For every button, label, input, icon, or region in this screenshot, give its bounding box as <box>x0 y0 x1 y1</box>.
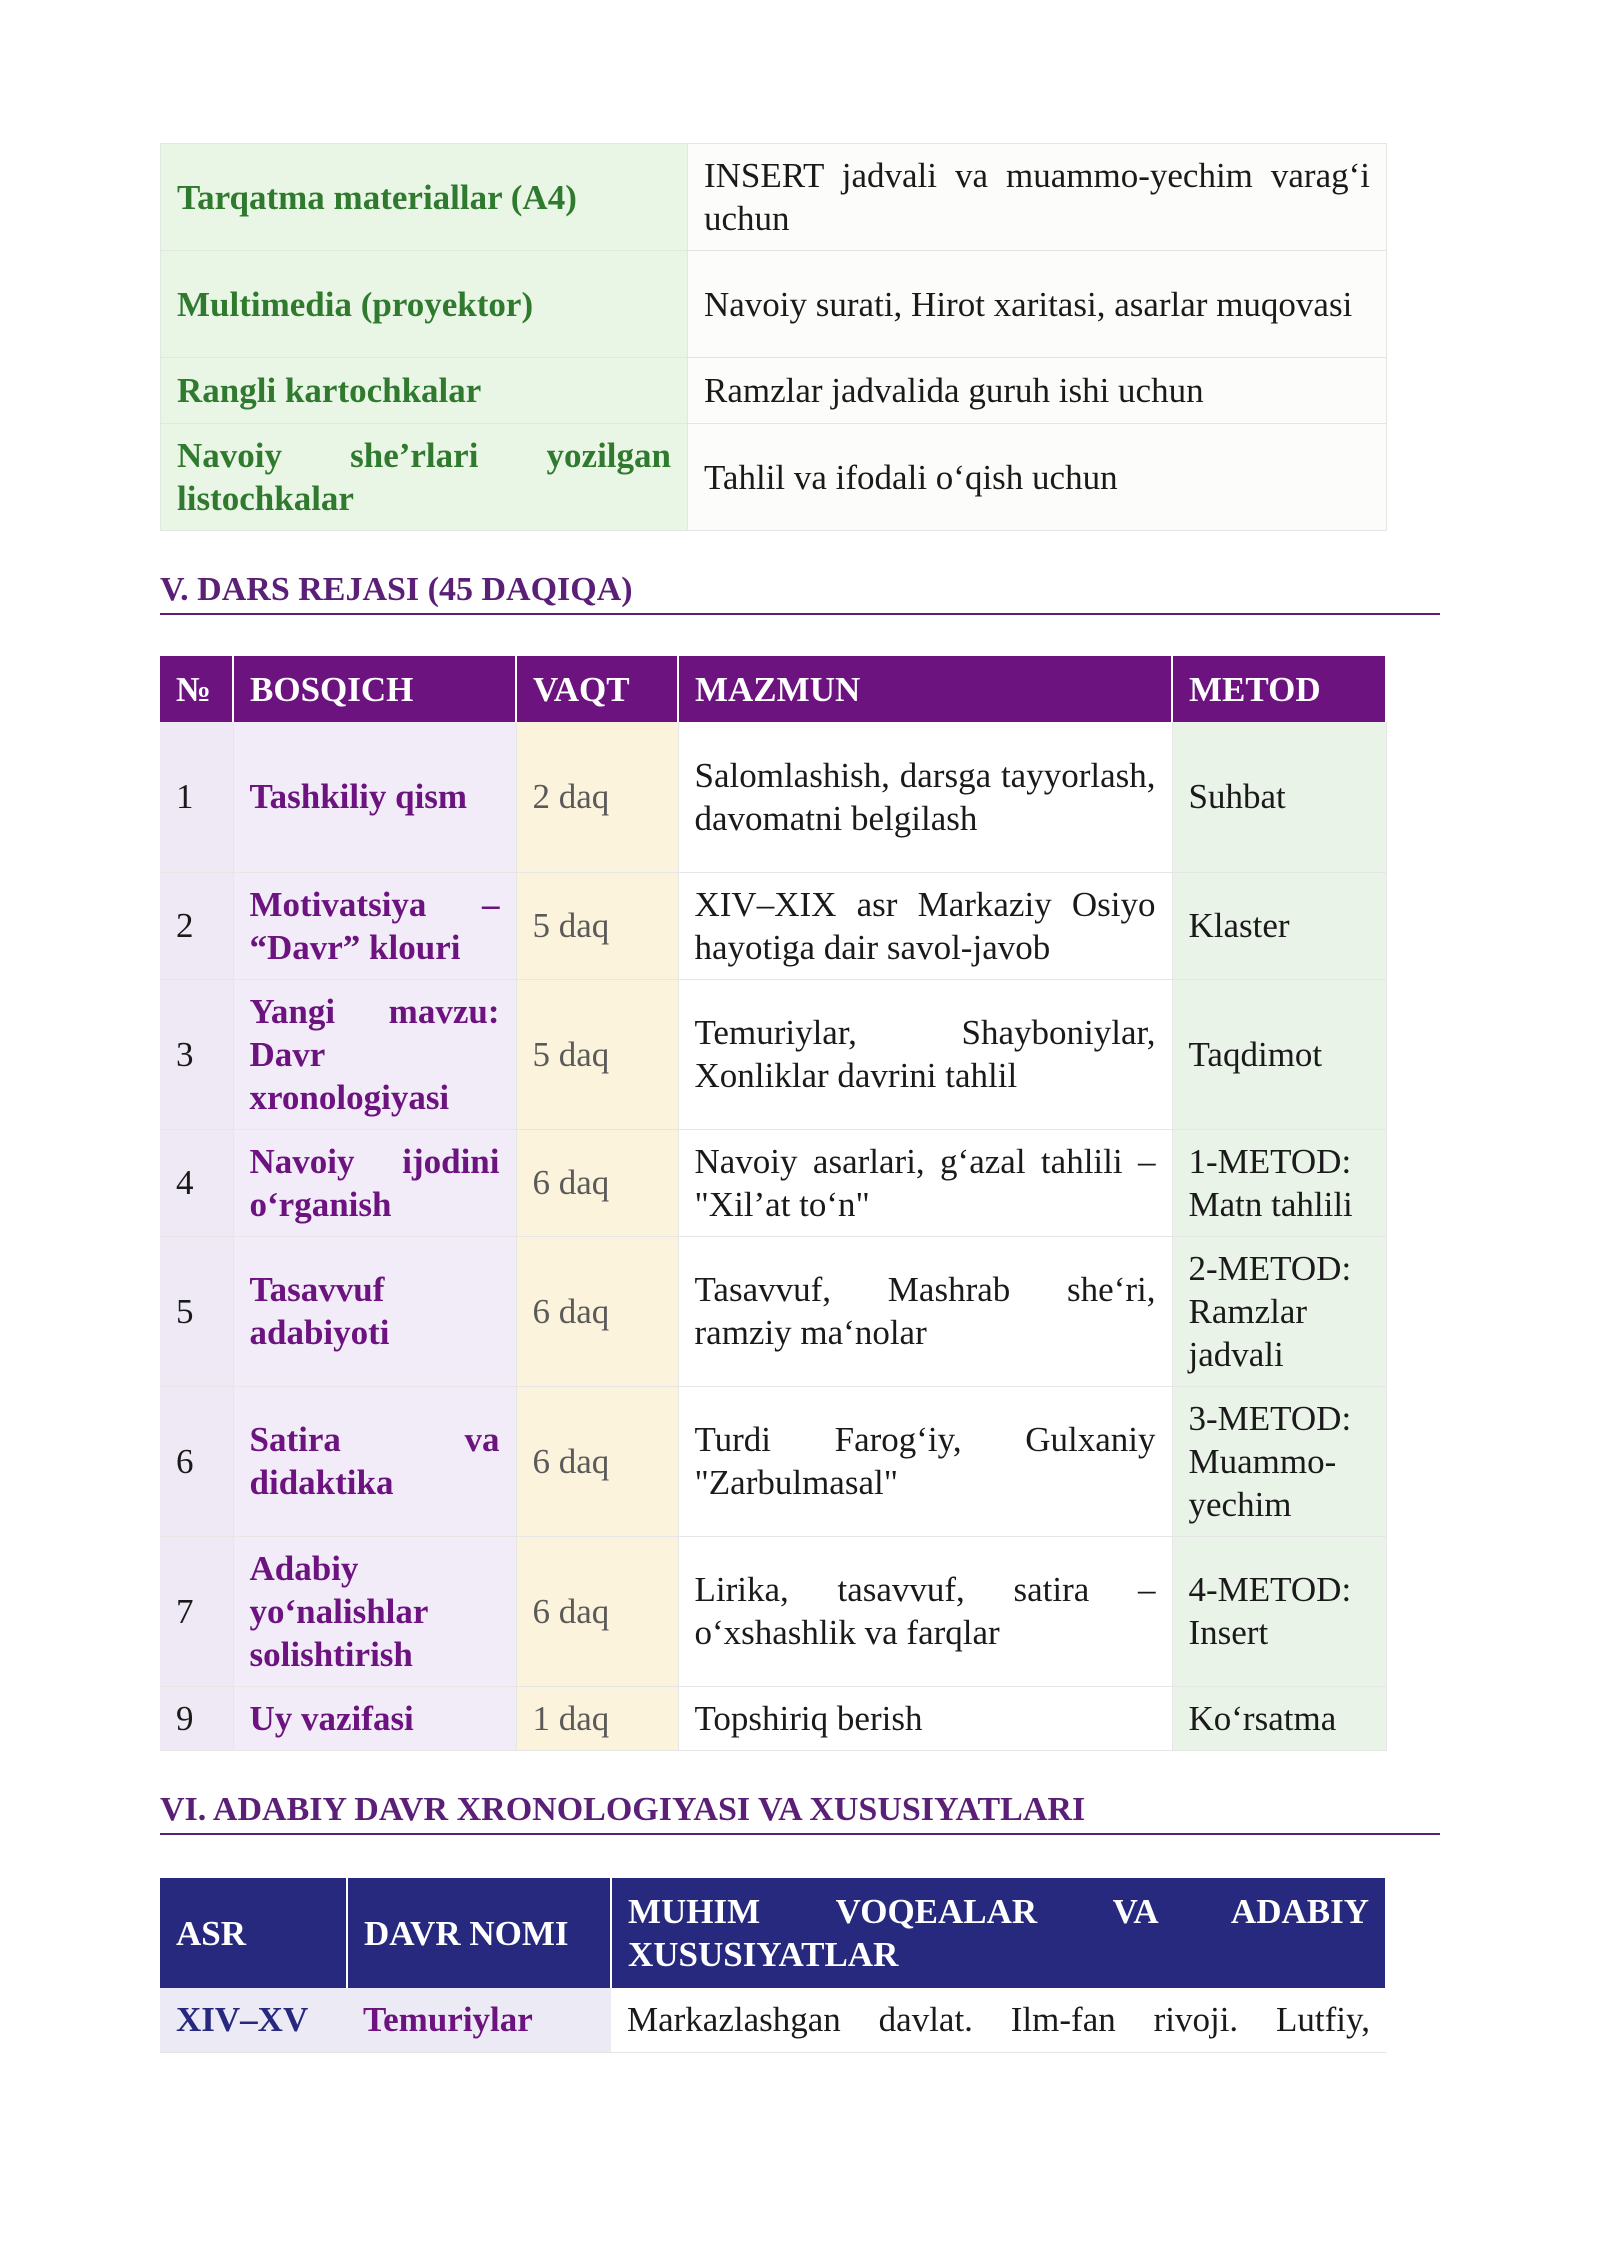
column-header-period-name: DAVR NOMI <box>347 1878 611 1988</box>
row-content: Tasavvuf, Mashrab she‘ri, ramziy ma‘nolar <box>678 1236 1172 1386</box>
row-content: Navoiy asarlari, g‘azal tahlili – "Xil’at to‘n" <box>678 1129 1172 1236</box>
table-row <box>161 424 1387 531</box>
row-period-name: Temuriylar <box>347 1988 611 2052</box>
row-content: XIV–XIX asr Markaziy Osiyo hayotiga dair savol-javob <box>678 872 1172 979</box>
row-content: Turdi Farog‘iy, Gulxaniy "Zarbulmasal" <box>678 1386 1172 1536</box>
material-description: Navoiy surati, Hirot xaritasi, asarlar muqovasi <box>688 251 1387 358</box>
row-stage: Navoiy ijodini o‘rganish <box>233 1129 516 1236</box>
row-time: 6 daq <box>516 1536 678 1686</box>
row-number: 2 <box>160 872 233 979</box>
table-row <box>161 358 1387 424</box>
row-time: 6 daq <box>516 1236 678 1386</box>
row-method: 2-METOD: Ramzlar jadvali <box>1172 1236 1386 1386</box>
row-content: Temuriylar, Shayboniylar, Xonliklar davrini tahlil <box>678 979 1172 1129</box>
table-row <box>161 144 1387 251</box>
row-stage: Satira va didaktika <box>233 1386 516 1536</box>
material-name: Multimedia (proyektor) <box>161 251 688 358</box>
row-method: Suhbat <box>1172 722 1386 872</box>
column-header-stage: BOSQICH <box>233 656 516 722</box>
material-name: Navoiy she’rlari yozilgan listochkalar <box>161 424 688 531</box>
row-stage: Tashkiliy qism <box>233 722 516 872</box>
row-stage: Adabiy yo‘nalishlar solishtirish <box>233 1536 516 1686</box>
column-header-century: ASR <box>160 1878 347 1988</box>
column-header-time: VAQT <box>516 656 678 722</box>
row-number: 6 <box>160 1386 233 1536</box>
table-row <box>160 1536 1386 1686</box>
material-name: Tarqatma materiallar (A4) <box>161 144 688 251</box>
row-number: 5 <box>160 1236 233 1386</box>
table-row <box>160 722 1386 872</box>
column-header-method: METOD <box>1172 656 1386 722</box>
material-description: Ramzlar jadvalida guruh ishi uchun <box>688 358 1387 424</box>
row-content: Salomlashish, darsga tayyorlash, davomatni belgilash <box>678 722 1172 872</box>
row-stage: Motivatsiya – “Davr” klouri <box>233 872 516 979</box>
row-number: 1 <box>160 722 233 872</box>
row-method: 4-METOD: Insert <box>1172 1536 1386 1686</box>
materials-table <box>160 143 1387 531</box>
row-time: 2 daq <box>516 722 678 872</box>
row-century: XIV–XV <box>160 1988 347 2052</box>
row-number: 7 <box>160 1536 233 1686</box>
section-title-lesson-plan: V. DARS REJASI (45 DAQIQA) <box>160 571 1440 615</box>
table-header-row <box>160 656 1386 722</box>
column-header-number: № <box>160 656 233 722</box>
row-number: 3 <box>160 979 233 1129</box>
row-stage: Uy vazifasi <box>233 1686 516 1750</box>
material-name: Rangli kartochkalar <box>161 358 688 424</box>
table-header-row <box>160 1878 1386 1988</box>
chronology-table <box>160 1878 1387 2053</box>
document-page <box>160 143 1440 2040</box>
table-row <box>160 872 1386 979</box>
row-time: 6 daq <box>516 1129 678 1236</box>
table-row <box>160 1129 1386 1236</box>
section-title-chronology: VI. ADABIY DAVR XRONOLOGIYASI VA XUSUSIYATLARI <box>160 1791 1440 1835</box>
table-row <box>160 979 1386 1129</box>
row-method: 1-METOD: Matn tahlili <box>1172 1129 1386 1236</box>
row-time: 5 daq <box>516 979 678 1129</box>
lesson-plan-table <box>160 656 1387 1751</box>
row-method: Klaster <box>1172 872 1386 979</box>
column-header-events: MUHIM VOQEALAR VA ADABIY XUSUSIYATLAR <box>611 1878 1386 1988</box>
row-method: Ko‘rsatma <box>1172 1686 1386 1750</box>
row-events: Markazlashgan davlat. Ilm-fan rivoji. Lutfiy, <box>611 1988 1386 2052</box>
material-description: Tahlil va ifodali o‘qish uchun <box>688 424 1387 531</box>
row-content: Lirika, tasavvuf, satira – o‘xshashlik va farqlar <box>678 1536 1172 1686</box>
row-content: Topshiriq berish <box>678 1686 1172 1750</box>
row-number: 9 <box>160 1686 233 1750</box>
row-time: 6 daq <box>516 1386 678 1536</box>
row-stage: Yangi mavzu: Davr xronologiyasi <box>233 979 516 1129</box>
row-time: 5 daq <box>516 872 678 979</box>
table-row <box>160 1236 1386 1386</box>
row-stage: Tasavvuf adabiyoti <box>233 1236 516 1386</box>
row-time: 1 daq <box>516 1686 678 1750</box>
material-description: INSERT jadvali va muammo-yechim varag‘i uchun <box>688 144 1387 251</box>
row-method: Taqdimot <box>1172 979 1386 1129</box>
table-row <box>160 1386 1386 1536</box>
table-row <box>161 251 1387 358</box>
row-number: 4 <box>160 1129 233 1236</box>
table-row <box>160 1988 1386 2052</box>
table-row <box>160 1686 1386 1750</box>
column-header-content: MAZMUN <box>678 656 1172 722</box>
row-method: 3-METOD: Muammo-yechim <box>1172 1386 1386 1536</box>
